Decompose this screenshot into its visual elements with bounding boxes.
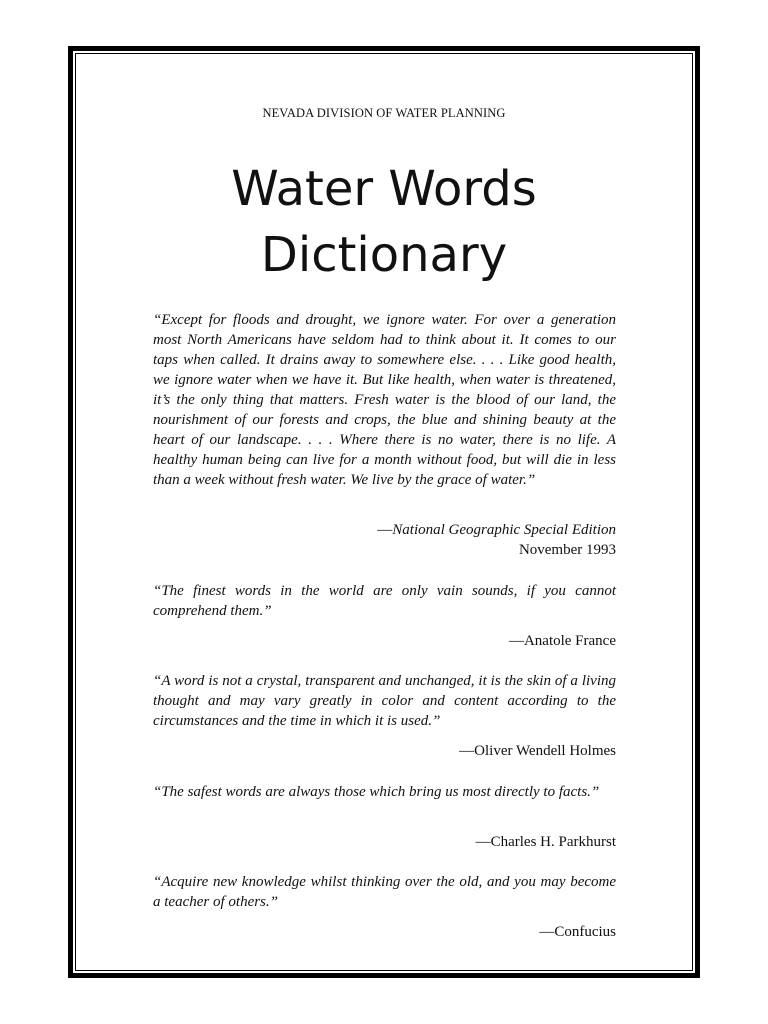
quote-date: November 1993 — [518, 542, 616, 558]
quote-attribution-charles-parkhurst: —Charles H. Parkhurst — [475, 834, 616, 850]
quote-national-geographic: “Except for floods and drought, we ignore water. For over a generation most North Americans have seldom had to think about it. It comes to our taps when called. It drains away to somewhere else. . . . Like good health, we ignore water when we have it. But like health, when water is threatened, it’s the only thing that matters. Fresh water is the blood of our land, the nourishment of our forests and crops, the blue and shining beauty at the heart of our landscape. . . . Where there is no water, there is no life. A healthy human being can live for a month without food, but will die in less than a week without fresh water. We live by the grace of water.” — [153, 312, 616, 488]
organization-header: NEVADA DIVISION OF WATER PLANNING — [262, 106, 506, 120]
document-title-line-1: Water Words — [231, 161, 537, 217]
quote-attribution-national-geographic — [377, 520, 616, 540]
quote-attribution-oliver-wendell-holmes: —Oliver Wendell Holmes — [459, 743, 616, 759]
attribution-dash: — — [377, 522, 393, 538]
quote-attribution-confucius: —Confucius — [539, 924, 616, 940]
quote-charles-parkhurst: “The safest words are always those which bring us most directly to facts.” — [153, 784, 600, 800]
attribution-source: National Geographic Special Edition — [392, 522, 616, 538]
quote-attribution-anatole-france: —Anatole France — [508, 633, 616, 649]
quote-anatole-france: “The finest words in the world are only vain sounds, if you cannot comprehend them.” — [153, 583, 616, 619]
quote-confucius: “Acquire new knowledge whilst thinking over the old, and you may become a teacher of others.” — [153, 874, 616, 910]
quote-oliver-wendell-holmes: “A word is not a crystal, transparent and unchanged, it is the skin of a living thought and may vary greatly in color and content according to the circumstances and the time in which it is used.” — [153, 673, 616, 729]
document-title-line-2: Dictionary — [260, 227, 508, 283]
